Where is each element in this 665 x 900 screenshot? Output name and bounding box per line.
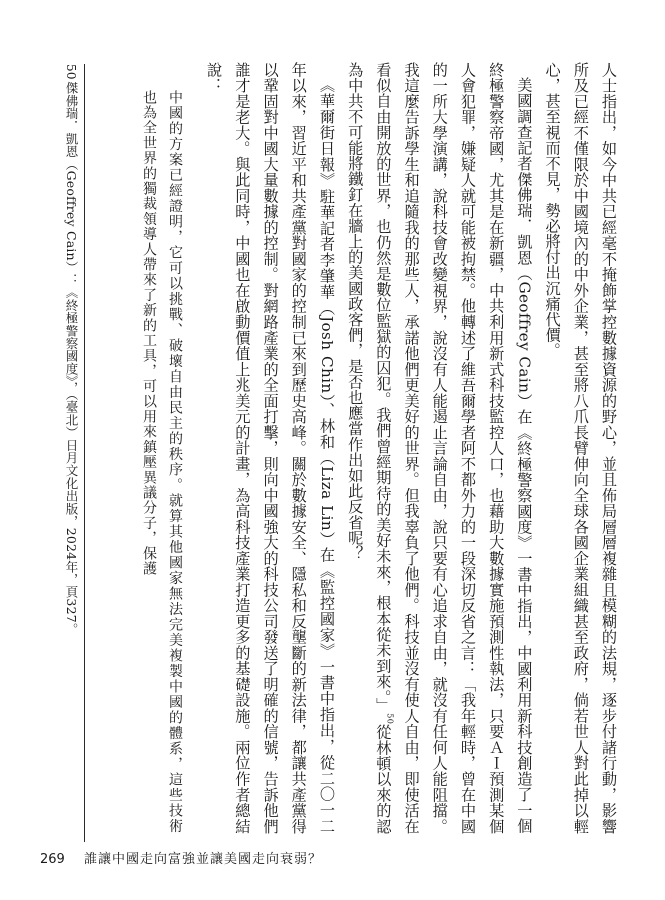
page-footer [40, 848, 322, 867]
page-number: 269 [40, 852, 65, 867]
footnote [56, 64, 82, 834]
footnote-marker[interactable]: 50 [385, 713, 395, 725]
footnote-text: 傑佛瑞．凱恩（Geoffrey Cain）：《終極警察國度》，（臺北）日月文化出版，2024年，頁327。 [64, 81, 79, 636]
paragraph-2 [341, 62, 538, 834]
paragraph-2-continuation: 從林頓以來的認為中共不可能將鐵釘在牆上的美國政客們，是否也應當作出如此反省呢？ [346, 62, 393, 834]
footnote-number: 50 [64, 64, 78, 80]
running-title: 誰讓中國走向富強並讓美國走向衰弱？ [84, 852, 323, 867]
paragraph-3: 《華爾街日報》駐華記者李肇華（Josh Chin）、林和（Liza Lin）在《監控國家》一書中指出，從二〇一二年以來，習近平和共產黨對國家的控制已來到歷史高峰。關於數據安全、隱私和反壟斷的新法律，都讓共產黨得以鞏固對中國大量數據的控制。對網路產業的全面打擊，則向中國強大的科技公司發送了明確的信號，告訴他們誰才是老大。與此同時，中國也在啟動價值上兆美元的計畫，為高科技產業打造更多的基礎設施。兩位作者總結說： [205, 62, 336, 834]
main-text-column [118, 62, 623, 834]
paragraph-1: 人士指出，如今中共已經毫不掩飾掌控數據資源的野心，並且佈局層層複雜且模糊的法規，逐步付諸行動，影響所及已經不僅限於中國境內的中外企業，甚至將八爪長臂伸向全球各國企業組織甚至政府，倘若世人對此掉以輕心，甚至視而不見，勢必將付出沉痛代價。 [543, 62, 618, 834]
paragraph-2-text: 美國調查記者傑佛瑞．凱恩（Geoffrey Cain）在《終極警察國度》一書中指出，中國利用新科技創造了一個終極警察帝國，尤其是在新疆，中共利用新式科技監控人口，也藉助大數據實施預測性執法，只要ＡＩ預測某個人會犯罪，嫌疑人就可能被拘禁。他轉述了維吾爾學者阿不都外力的一段深切反省之言：「我年輕時，曾在中國的一所大學演講，說科技會改變視界，說沒有人能遏止言論自由，說只要有心追求自由，就沒有任何人能阻擋。我這麼告訴學生和追隨我的那些人，承諾他們更美好的世界。但我辜負了他們。科技並沒有使人自由，即使活在看似自由開放的世界，也仍然是數位監獄的囚犯。我們曾經期待的美好未來，根本從未到來。」 [374, 62, 534, 834]
footnote-divider [84, 64, 85, 842]
block-quote [136, 62, 188, 834]
block-quote-text: 中國的方案已經證明，它可以挑戰、破壞自由民主的秩序。就算其他國家無法完美複製中國的體系，這些技術也為全世界的獨裁領導人帶來了新的工具，可以用來鎮壓異議分子，保護 [140, 90, 183, 834]
